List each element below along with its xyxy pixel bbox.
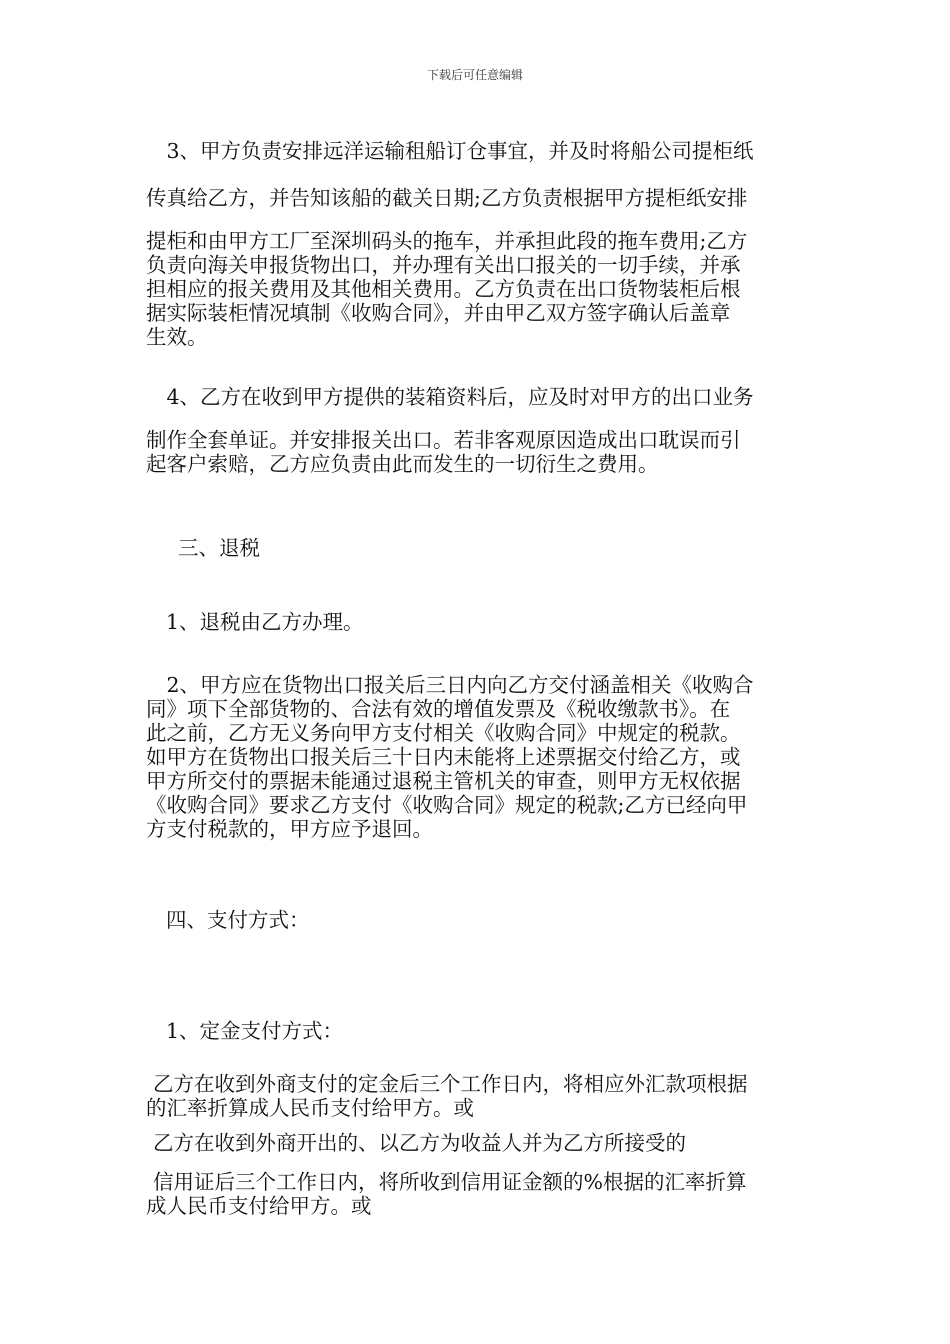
page-header-note: 下载后可任意编辑 (426, 68, 523, 82)
clause-3-line-2: 传真给乙方，并告知该船的截关日期;乙方负责根据甲方提柜纸安排 (146, 186, 748, 210)
tax-refund-item-2-line-1: 2、甲方应在货物出口报关后三日内向乙方交付涵盖相关《收购合 (146, 673, 754, 697)
clause-3-line-4: 负责向海关申报货物出口，并办理有关出口报关的一切手续，并承 (146, 253, 741, 277)
clause-4-line-1: 4、乙方在收到甲方提供的装箱资料后，应及时对甲方的出口业务 (146, 385, 754, 409)
section-heading-payment-method: 四、支付方式： (166, 908, 310, 932)
tax-refund-item-2-line-3: 此之前，乙方无义务向甲方支付相关《收购合同》中规定的税款。 (146, 721, 741, 745)
tax-refund-item-2-line-4: 如甲方在货物出口报关后三十日内未能将上述票据交付给乙方，或 (146, 745, 741, 769)
tax-refund-item-1: 1、退税由乙方办理。 (166, 610, 364, 634)
clause-3-line-7: 生效。 (146, 325, 208, 349)
clause-3-line-6: 据实际装柜情况填制《收购合同》，并由甲乙双方签字确认后盖章 (146, 301, 731, 325)
tax-refund-item-2-line-6: 《收购合同》要求乙方支付《收购合同》规定的税款;乙方已经向甲 (146, 793, 748, 817)
clause-3-line-3: 提柜和由甲方工厂至深圳码头的拖车，并承担此段的拖车费用;乙方 (146, 229, 748, 253)
clause-3-line-1: 3、甲方负责安排远洋运输租船订仓事宜，并及时将船公司提柜纸 (146, 139, 754, 163)
payment-deposit-line-2: 的汇率折算成人民币支付给甲方。或 (146, 1096, 474, 1120)
payment-lc-line-2: 信用证后三个工作日内，将所收到信用证金额的%根据的汇率折算 (153, 1170, 747, 1194)
payment-lc-line-3: 成人民币支付给甲方。或 (146, 1194, 372, 1218)
clause-4-line-3: 起客户索赔，乙方应负责由此而发生的一切衍生之费用。 (146, 452, 659, 476)
payment-item-1-heading: 1、定金支付方式： (166, 1019, 344, 1043)
section-heading-tax-refund: 三、退税 (178, 536, 260, 560)
clause-4-line-2: 制作全套单证。并安排报关出口。若非客观原因造成出口耽误而引 (146, 428, 741, 452)
payment-deposit-line-1: 乙方在收到外商支付的定金后三个工作日内，将相应外汇款项根据 (153, 1072, 748, 1096)
payment-lc-line-1: 乙方在收到外商开出的、以乙方为收益人并为乙方所接受的 (153, 1131, 686, 1155)
tax-refund-item-2-line-7: 方支付税款的，甲方应予退回。 (146, 817, 433, 841)
tax-refund-item-2-line-2: 同》项下全部货物的、合法有效的增值发票及《税收缴款书》。在 (146, 697, 731, 721)
tax-refund-item-2-line-5: 甲方所交付的票据未能通过退税主管机关的审查，则甲方无权依据 (146, 769, 741, 793)
clause-3-line-5: 担相应的报关费用及其他相关费用。乙方负责在出口货物装柜后根 (146, 277, 741, 301)
